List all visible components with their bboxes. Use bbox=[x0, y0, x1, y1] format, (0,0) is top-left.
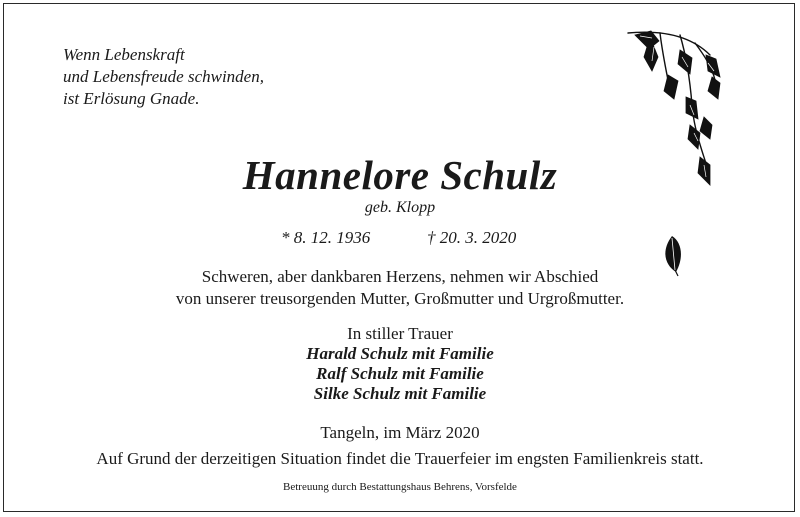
motto-line: ist Erlösung Gnade. bbox=[63, 89, 200, 108]
motto-line: und Lebensfreude schwinden, bbox=[63, 67, 264, 86]
maiden-name: geb. Klopp bbox=[364, 199, 436, 216]
mourner-family: Harald Schulz mit Familie bbox=[306, 344, 494, 363]
place-date: Tangeln, im März 2020 bbox=[320, 423, 480, 442]
mourners bbox=[0, 324, 800, 404]
funeral-home-credit: Betreuung durch Bestattungshaus Behrens, Vorsfelde bbox=[283, 481, 517, 493]
birth-date: * 8. 12. 1936 bbox=[281, 228, 371, 247]
motto-line: Wenn Lebenskraft bbox=[63, 45, 185, 64]
motto bbox=[63, 44, 264, 110]
farewell-line: von unserer treusorgenden Mutter, Großmutter und Urgroßmutter. bbox=[175, 289, 625, 308]
mourner-family: Silke Schulz mit Familie bbox=[313, 384, 487, 403]
death-date: † 20. 3. 2020 bbox=[427, 228, 517, 247]
deceased-name: Hannelore Schulz bbox=[242, 152, 558, 198]
mourning-heading: In stiller Trauer bbox=[347, 324, 453, 343]
funeral-notice: Auf Grund der derzeitigen Situation findet die Trauerfeier im engsten Familienkreis statt. bbox=[96, 449, 704, 468]
farewell-line: Schweren, aber dankbaren Herzens, nehmen wir Abschied bbox=[201, 267, 599, 286]
mourner-family: Ralf Schulz mit Familie bbox=[316, 364, 484, 383]
farewell-text bbox=[0, 266, 800, 310]
